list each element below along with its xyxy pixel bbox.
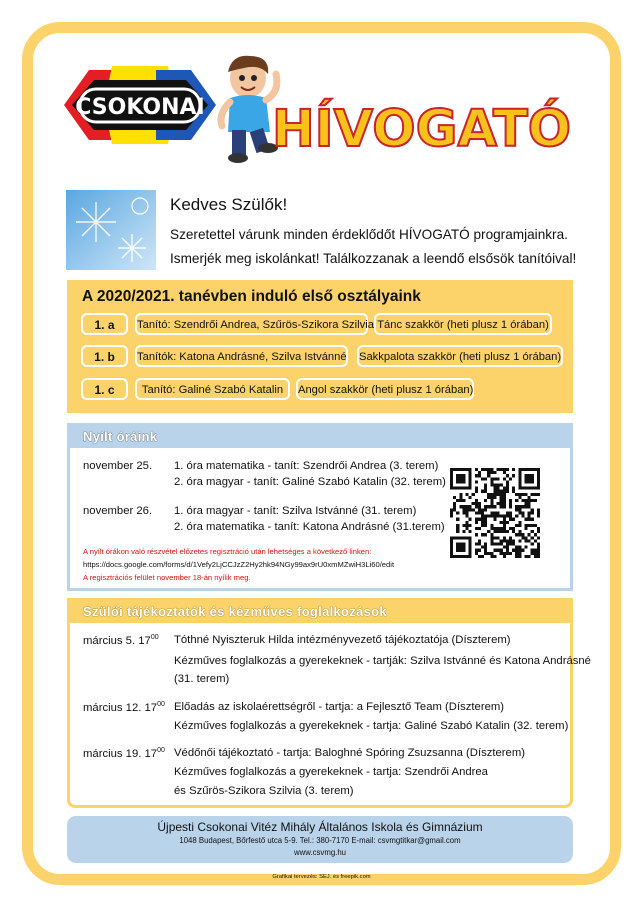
class-teacher-1b: Tanítók: Katona Andrásné, Szilva Istvánné bbox=[135, 345, 348, 367]
class-id-1a: 1. a bbox=[81, 313, 128, 335]
class-id-1b: 1. b bbox=[81, 345, 128, 367]
open-lesson-line: 1. óra magyar - tanít: Szilva Istvánné (31. terem) bbox=[174, 505, 417, 517]
classes-panel bbox=[67, 280, 573, 413]
open-lesson-date: november 26. bbox=[83, 505, 153, 517]
class-teacher-1a: Tanító: Szendrői Andrea, Szűrös-Szikora Szilvia bbox=[135, 313, 368, 335]
intro-line-2: Ismerjék meg iskolánkat! Találkozzanak a leendő elsősök tanítóival! bbox=[170, 251, 577, 266]
classes-title: A 2020/2021. tanévben induló első osztályaink bbox=[82, 288, 421, 305]
design-credit: Grafikai tervezés: SEJ. és freepik.com bbox=[272, 874, 371, 880]
class-club-1b: Sakkpalota szakkör (heti plusz 1 órában) bbox=[357, 345, 563, 367]
school-name: Újpesti Csokonai Vitéz Mihály Általános Iskola és Gimnázium bbox=[157, 820, 483, 834]
registration-note: A nyílt órákon való részvétel előzetes regisztráció után lehetséges a következő linken: bbox=[83, 547, 372, 556]
greeting: Kedves Szülők! bbox=[170, 195, 288, 214]
open-lessons-header bbox=[70, 426, 570, 448]
event-line: (31. terem) bbox=[174, 673, 230, 685]
event-line: és Szűrös-Szikora Szilvia (3. terem) bbox=[174, 785, 354, 797]
open-lesson-date: november 25. bbox=[83, 460, 153, 472]
event-line: Kézműves foglalkozás a gyerekeknek - tartja: Galiné Szabó Katalin (32. terem) bbox=[174, 720, 569, 732]
event-line: Kézműves foglalkozás a gyerekeknek - tartják: Szilva Istvánné és Katona Andrásné bbox=[174, 655, 591, 667]
csokonai-logo bbox=[64, 62, 216, 148]
parent-events-header bbox=[70, 601, 570, 623]
event-line: Védőnői tájékoztató - tartja: Baloghné Spóring Zsuzsanna (Díszterem) bbox=[174, 747, 526, 759]
event-date: március 12. $17^{00}$ bbox=[83, 701, 165, 714]
school-website[interactable]: www.csvmg.hu bbox=[294, 848, 346, 857]
event-date: március 19. $17^{00}$ bbox=[83, 747, 165, 760]
event-line: Kézműves foglalkozás a gyerekeknek - tartja: Szendrői Andrea bbox=[174, 766, 488, 778]
class-club-1a: Tánc szakkör (heti plusz 1 órában) bbox=[374, 313, 552, 335]
parent-events-panel bbox=[67, 598, 591, 808]
school-footer bbox=[67, 816, 573, 863]
school-address: 1048 Budapest, Bőrfestő utca 5-9. Tel.: 380-7170 E-mail: csvmgtitkar@gmail.com bbox=[179, 836, 461, 845]
registration-link[interactable]: https://docs.google.com/forms/d/1Vefy2LjCCJzZ2Hy2hk94NGy99ax9rU0xmMZwiH3Li60/edit bbox=[83, 560, 395, 569]
open-lesson-line: 2. óra magyar - tanít: Galiné Szabó Katalin (32. terem) bbox=[174, 476, 446, 488]
class-id-1c: 1. c bbox=[81, 378, 128, 400]
open-lesson-line: 2. óra matematika - tanít: Katona Andrásné (31.terem) bbox=[174, 521, 445, 533]
page-title: HÍVOGATÓ bbox=[272, 100, 572, 159]
registration-open-note: A regisztrációs felület november 18-án nyílik meg. bbox=[83, 573, 251, 582]
svg-text:CSOKONAI: CSOKONAI bbox=[75, 95, 205, 120]
event-date: március 5. $17^{00}$ bbox=[83, 634, 159, 647]
qr-code[interactable] bbox=[450, 468, 540, 558]
class-teacher-1c: Tanító: Galiné Szabó Katalin bbox=[135, 378, 290, 400]
parent-events-title: Szülői tájékoztatók és kézműves foglalkozások bbox=[83, 604, 387, 619]
event-line: Tóthné Nyiszteruk Hilda intézményvezető tájékoztatója (Díszterem) bbox=[174, 634, 511, 646]
class-club-1c: Angol szakkör (heti plusz 1 órában) bbox=[296, 378, 474, 400]
intro-line-1: Szeretettel várunk minden érdeklődőt HÍVOGATÓ programjainkra. bbox=[170, 227, 568, 242]
open-lessons-title: Nyílt óráink bbox=[83, 429, 158, 444]
snowflake-decoration-image bbox=[66, 190, 156, 270]
open-lesson-line: 1. óra matematika - tanít: Szendrői Andrea (3. terem) bbox=[174, 460, 439, 472]
event-line: Előadás az iskolaérettségről - tartja: a Fejlesztő Team (Díszterem) bbox=[174, 701, 505, 713]
